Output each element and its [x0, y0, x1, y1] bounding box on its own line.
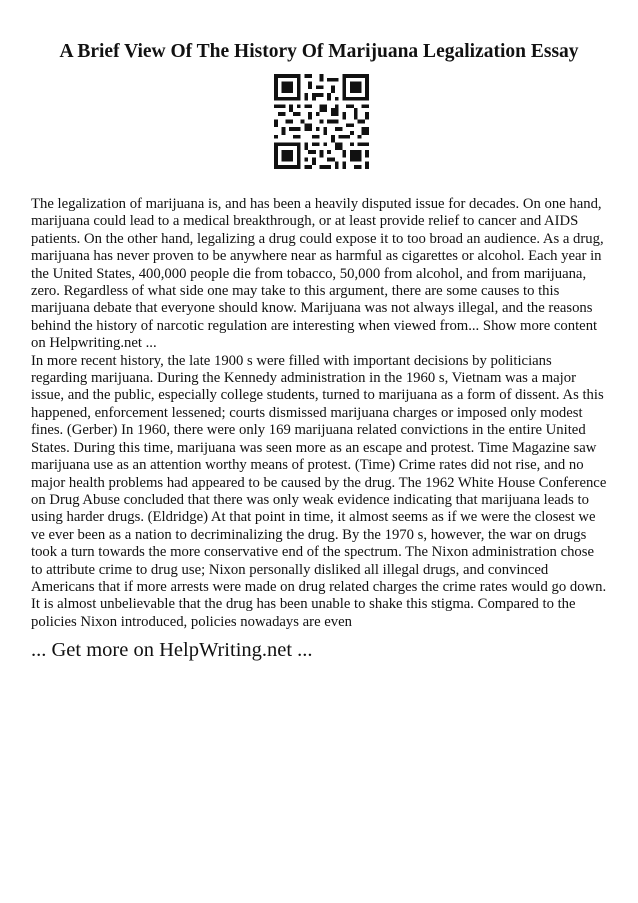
- get-more-link[interactable]: ... Get more on HelpWriting.net ...: [31, 639, 313, 661]
- qr-code-icon[interactable]: [274, 74, 369, 169]
- essay-paragraph-2: In more recent history, the late 1900 s were filled with important decisions by politicians regarding marijuana. During the Kennedy administration in the 1960 s, Vietnam was a major issue, and the public, especially college students, turned to marijuana as a form of dissent. As this happened, enforcement lessened; courts dismissed marijuana charges or imposed only modest fines. (Gerber) In 1960, there were only 169 marijuana related convictions in the entire United States. During this time, marijuana was seen more as an escape and protest. Time Magazine saw marijuana use as an attention worthy means of protest. (Time) Crime rates did not rise, and no major health problems had appeared to be caused by the drug. The 1962 White House Conference on Drug Abuse concluded that there was only weak evidence indicating that marijuana leads to using harder drugs. (Eldridge) At that point in time, it almost seems as if we were the closest we ve ever been as a nation to decriminalizing the drug. By the 1970 s, however, the war on drugs took a turn towards the more conservative end of the spectrum. The Nixon administration chose to attribute crime to drug use; Nixon personally disliked all illegal drugs, and convinced Americans that if more arrests were made on drug related charges the crime rates would go down. It is almost unbelievable that the drug has been unable to shake this stigma. Compared to the policies Nixon introduced, policies nowadays are even: [31, 352, 607, 630]
- essay-body: [31, 196, 607, 631]
- essay-paragraph-1: The legalization of marijuana is, and has been a heavily disputed issue for decades. On one hand, marijuana could lead to a medical breakthrough, or at least provide relief to cancer and AIDS patients. On the other hand, legalizing a drug could expose it to too broad an audience. As a drug, marijuana has never proven to be anywhere near as harmful as cigarettes or alcohol. Each year in the United States, 400,000 people die from tobacco, 50,000 from alcohol, and from marijuana, zero. Regardless of what side one may take to this argument, there are some causes to this marijuana debate that everyone should know. Marijuana was not always illegal, and the reasons behind the history of narcotic regulation are interesting when viewed from... Show more content on Helpwriting.net ...: [31, 196, 604, 352]
- document-title: A Brief View Of The History Of Marijuana Legalization Essay: [59, 41, 579, 62]
